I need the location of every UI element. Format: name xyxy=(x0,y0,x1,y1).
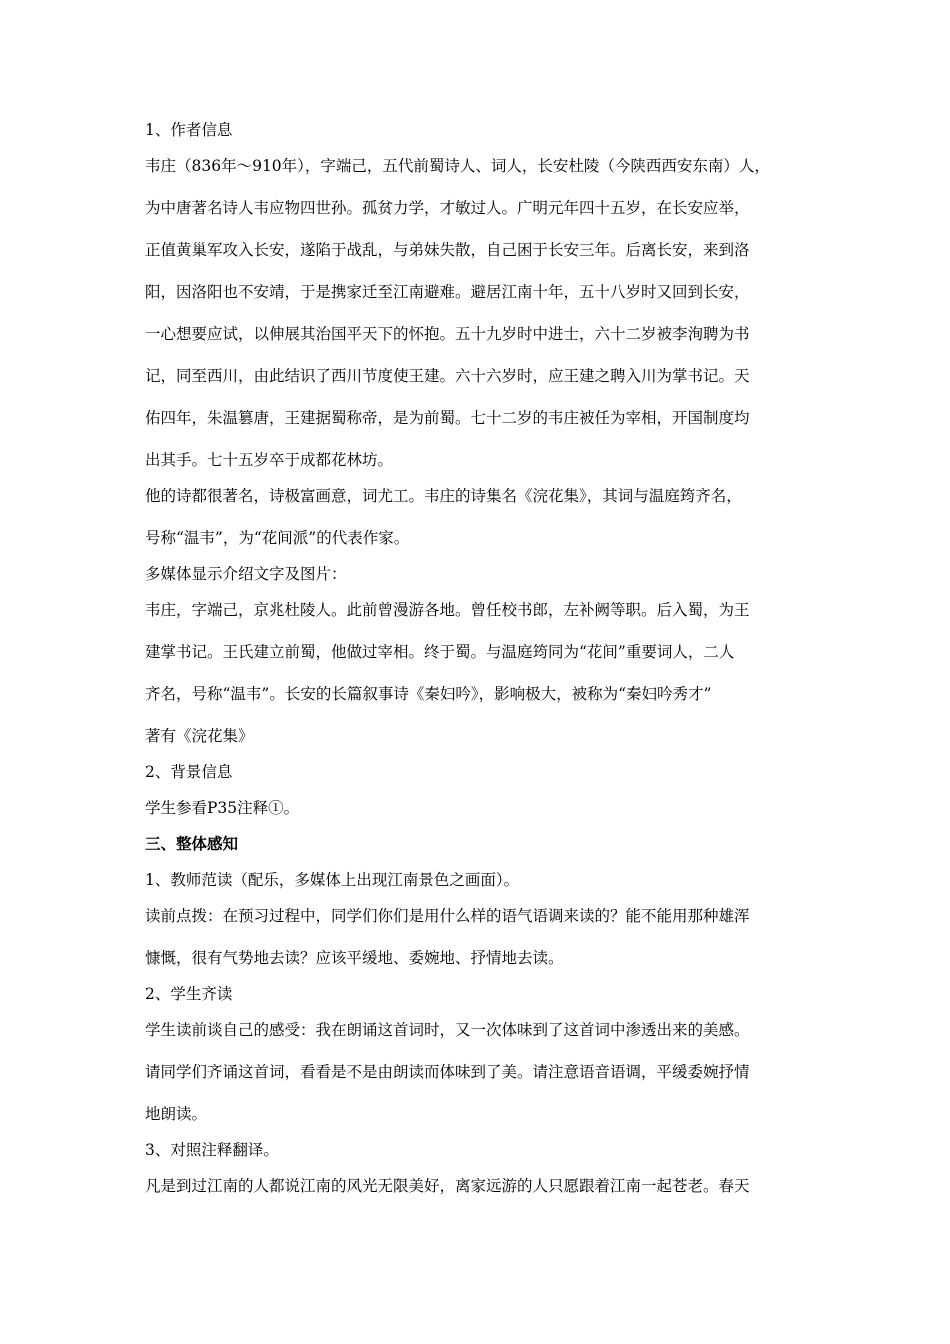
heading-author-info: 1、作者信息 xyxy=(145,121,233,139)
paragraph-line: 佑四年，朱温篡唐，王建据蜀称帝，是为前蜀。七十二岁的韦庄被任为宰相，开国制度均 xyxy=(145,409,750,427)
paragraph-line: 出其手。七十五岁卒于成都花林坊。 xyxy=(145,451,394,469)
section-heading-overall-perception: 三、整体感知 xyxy=(145,834,239,853)
paragraph-line: 凡是到过江南的人都说江南的风光无限美好，离家远游的人只愿跟着江南一起苍老。春天 xyxy=(145,1177,750,1195)
heading-background-info: 2、背景信息 xyxy=(145,763,233,781)
heading-translation: 3、对照注释翻译。 xyxy=(145,1141,279,1159)
document-body xyxy=(145,118,817,1210)
paragraph-line: 韦庄（836年～910年），字端己，五代前蜀诗人、词人，长安杜陵（今陕西西安东南）人， xyxy=(145,157,770,175)
paragraph-line: 正值黄巢军攻入长安，遂陷于战乱，与弟妹失散，自己困于长安三年。后离长安，来到洛 xyxy=(145,241,750,259)
paragraph-line: 著有《浣花集》 xyxy=(145,727,254,745)
paragraph-line: 学生参看P35注释①。 xyxy=(145,799,300,817)
paragraph-line: 一心想要应试，以伸展其治国平天下的怀抱。五十九岁时中进士，六十二岁被李洵聘为书 xyxy=(145,325,750,343)
paragraph-line: 为中唐著名诗人韦应物四世孙。孤贫力学，才敏过人。广明元年四十五岁，在长安应举， xyxy=(145,199,750,217)
paragraph-line: 地朗读。 xyxy=(145,1105,208,1123)
heading-student-reading: 2、学生齐读 xyxy=(145,985,233,1003)
paragraph-line: 韦庄，字端己，京兆杜陵人。此前曾漫游各地。曾任校书郎，左补阙等职。后入蜀，为王 xyxy=(145,601,750,619)
paragraph-line: 慷慨，很有气势地去读？应该平缓地、委婉地、抒情地去读。 xyxy=(145,949,564,967)
paragraph-line: 建掌书记。王氏建立前蜀，他做过宰相。终于蜀。与温庭筠同为“花间”重要词人，二人 xyxy=(145,643,735,661)
paragraph-line: 学生读前谈自己的感受：我在朗诵这首词时，又一次体味到了这首词中渗透出来的美感。 xyxy=(145,1021,750,1039)
paragraph-line: 记，同至西川，由此结识了西川节度使王建。六十六岁时，应王建之聘入川为掌书记。天 xyxy=(145,367,750,385)
multimedia-note: 多媒体显示介绍文字及图片： xyxy=(145,565,347,583)
paragraph-line: 请同学们齐诵这首词，看看是不是由朗读而体味到了美。请注意语音语调，平缓委婉抒情 xyxy=(145,1063,750,1081)
paragraph-line: 读前点拨：在预习过程中，同学们你们是用什么样的语气语调来读的？能不能用那种雄浑 xyxy=(145,907,750,925)
paragraph-line: 他的诗都很著名，诗极富画意，词尤工。韦庄的诗集名《浣花集》，其词与温庭筠齐名， xyxy=(145,487,742,505)
heading-teacher-reading: 1、教师范读（配乐，多媒体上出现江南景色之画面）。 xyxy=(145,871,520,889)
paragraph-line: 阳，因洛阳也不安靖，于是携家迁至江南避难。避居江南十年，五十八岁时又回到长安， xyxy=(145,283,750,301)
paragraph-line: 号称“温韦”，为“花间派”的代表作家。 xyxy=(145,529,410,547)
paragraph-line: 齐名，号称“温韦”。长安的长篇叙事诗《秦妇吟》，影响极大，被称为“秦妇吟秀才” xyxy=(145,685,712,703)
